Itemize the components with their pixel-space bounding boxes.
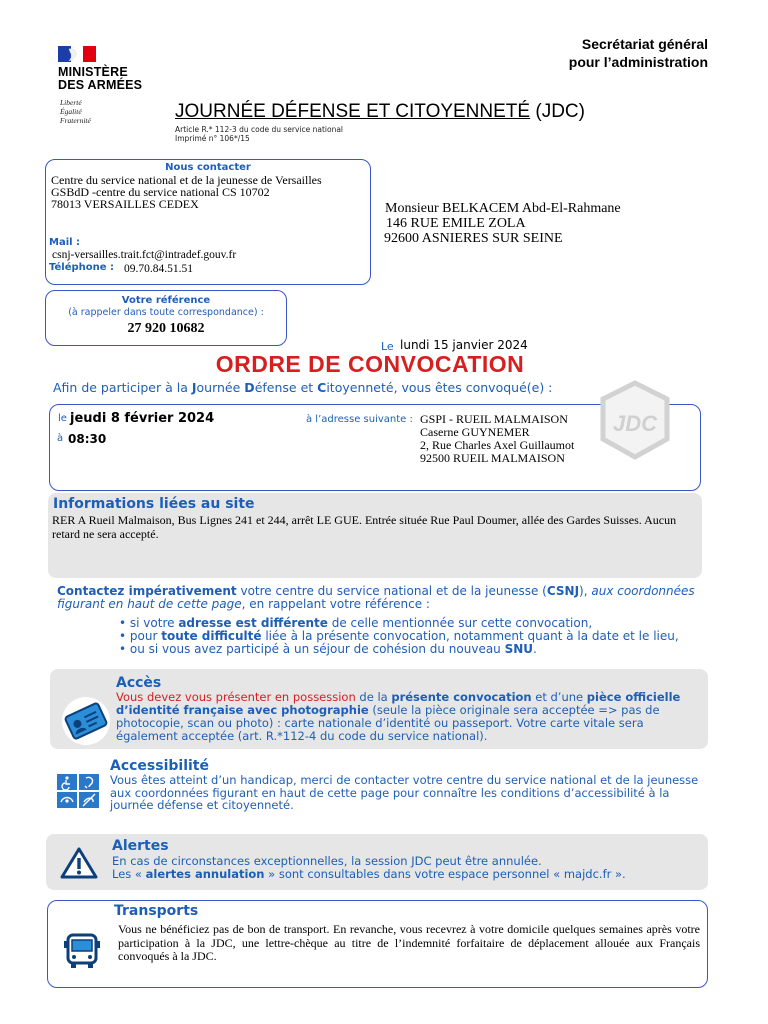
transport-text: Vous ne bénéficiez pas de bon de transport. En revanche, vous recevrez à votre domicile quelques semaines après votre participation à la JDC, une lettre-chèque au titre de l’indemnité forfaitaire de déplacement allouée aux Français convoqués à la JDC. bbox=[118, 922, 700, 963]
intro-text bbox=[53, 380, 552, 395]
motto-line3: Fraternité bbox=[60, 116, 91, 125]
appointment-address-line3: 2, Rue Charles Axel Guillaumot bbox=[420, 438, 575, 452]
contact-address-line2: GSBdD -centre du service national CS 10702 bbox=[51, 185, 270, 199]
secretariat-line1: Secrétariat général bbox=[581, 36, 708, 52]
article-reference bbox=[175, 125, 343, 143]
access-text bbox=[116, 691, 701, 743]
alerts-title: Alertes bbox=[112, 838, 169, 854]
convocation-title: ORDRE DE CONVOCATION bbox=[215, 351, 525, 377]
appointment-date-prefix: le bbox=[58, 413, 67, 424]
secretariat-header bbox=[569, 35, 708, 71]
site-info-panel bbox=[48, 493, 702, 578]
access-text-bold: pièce officielle d’identité française avec photographie bbox=[116, 690, 681, 717]
intro-initial: C bbox=[317, 380, 327, 395]
recipient-city: 92600 ASNIERES SUR SEINE bbox=[384, 231, 563, 246]
intro-initial: D bbox=[244, 380, 255, 395]
mail-label: Mail : bbox=[49, 237, 81, 248]
appointment-address-label: à l’adresse suivante : bbox=[306, 414, 413, 425]
alerts-text-part: Les « bbox=[112, 866, 146, 881]
accessibility-title: Accessibilité bbox=[110, 758, 209, 774]
appointment-address-line4: 92500 RUEIL MALMAISON bbox=[420, 451, 565, 465]
list-item bbox=[119, 643, 679, 656]
letter-date: lundi 15 janvier 2024 bbox=[400, 338, 528, 352]
access-panel bbox=[50, 669, 708, 749]
appointment-date: jeudi 8 février 2024 bbox=[70, 411, 215, 426]
contact-instructions bbox=[57, 585, 697, 611]
intro-part: éfense et bbox=[254, 380, 318, 395]
reference-subtitle: (à rappeler dans toute correspondance) : bbox=[68, 307, 264, 318]
id-card-icon bbox=[58, 693, 114, 749]
access-text-part: de la bbox=[355, 690, 392, 704]
site-info-title: Informations liées au site bbox=[53, 496, 255, 512]
contact-reasons-list bbox=[119, 617, 679, 656]
alerts-text bbox=[112, 855, 626, 880]
appointment-time: 08:30 bbox=[68, 432, 107, 446]
secretariat-line2: pour l’administration bbox=[568, 54, 708, 70]
access-text-part: et d’une bbox=[531, 690, 587, 704]
transport-title: Transports bbox=[114, 903, 199, 919]
motto-line1: Liberté bbox=[60, 98, 82, 107]
alerts-text-bold: alertes annulation bbox=[145, 866, 265, 881]
warning-icon bbox=[60, 846, 98, 880]
ministry-line2: DES ARMÉES bbox=[58, 78, 143, 92]
contact-instructions-bold: Contactez impérativement bbox=[57, 584, 237, 598]
list-item-text: liée à la présente convocation, notamment quant à la date et le lieu, bbox=[261, 629, 679, 643]
appointment-box bbox=[49, 404, 701, 491]
access-text-bold: présente convocation bbox=[391, 690, 532, 704]
alerts-panel bbox=[46, 834, 708, 890]
contact-address bbox=[51, 174, 322, 210]
intro-part: Afin de participer à la bbox=[53, 380, 192, 395]
phone-number[interactable]: 09.70.84.51.51 bbox=[124, 263, 193, 275]
document-title-suffix: (JDC) bbox=[530, 101, 585, 122]
list-item-bold: SNU bbox=[504, 642, 534, 656]
article-line1: Article R.* 112-3 du code du service national bbox=[175, 125, 343, 134]
site-info-text: RER A Rueil Malmaison, Bus Lignes 241 et 244, arrêt LE GUE. Entrée située Rue Paul Doumer, allée des Gardes Suisses. Aucun retard ne sera accepté. bbox=[52, 513, 677, 541]
contact-address-line1: Centre du service national et de la jeunesse de Versailles bbox=[51, 173, 322, 187]
intro-part: ournée bbox=[196, 380, 245, 395]
bus-icon bbox=[62, 931, 102, 971]
motto-line2: Égalité bbox=[60, 107, 82, 116]
list-item-text: • ou si vous avez participé à un séjour de cohésion du nouveau bbox=[119, 642, 505, 656]
list-item-text: • si votre bbox=[119, 616, 179, 630]
contact-instructions-text: ), bbox=[579, 584, 592, 598]
recipient-address bbox=[385, 201, 621, 246]
contact-instructions-italic: aux coordonnées figurant en haut de cette page bbox=[57, 584, 695, 611]
reference-box bbox=[45, 290, 287, 346]
reference-title: Votre référence bbox=[121, 295, 211, 306]
contact-instructions-bold: CSNJ bbox=[546, 584, 580, 598]
contact-title: Nous contacter bbox=[165, 162, 251, 173]
document-title-main: JOURNÉE DÉFENSE ET CITOYENNETÉ bbox=[175, 101, 531, 122]
reference-number: 27 920 10682 bbox=[127, 321, 205, 336]
access-title: Accès bbox=[116, 675, 162, 691]
document-title bbox=[175, 101, 585, 123]
list-item-text: • pour bbox=[119, 629, 162, 643]
jdc-logo-text: JDC bbox=[612, 411, 658, 436]
list-item-text: . bbox=[533, 642, 537, 656]
recipient-name: Monsieur BELKACEM Abd-El-Rahmane bbox=[385, 201, 621, 216]
ministry-name bbox=[58, 66, 142, 92]
intro-initial: J bbox=[191, 380, 197, 395]
appointment-address bbox=[420, 413, 574, 465]
jdc-watermark-logo bbox=[594, 379, 676, 461]
alerts-line2 bbox=[112, 868, 626, 881]
appointment-address-line1: GSPI - RUEIL MALMAISON bbox=[420, 412, 568, 426]
access-warning-text: Vous devez vous présenter en possession bbox=[116, 690, 356, 704]
alerts-text-part: » sont consultables dans votre espace personnel « majdc.fr ». bbox=[264, 866, 626, 881]
letter-date-prefix: Le bbox=[381, 340, 394, 353]
accessibility-icons bbox=[57, 774, 101, 810]
access-text-part: (seule la pièce originale sera acceptée => pas de photocopie, scan ou photo) : carte nationale d’identité ou passeport. Votre carte vitale sera également acceptée (art. R.*112-4 du code du service national). bbox=[116, 703, 660, 743]
contact-box bbox=[45, 159, 371, 285]
contact-address-line3: 78013 VERSAILLES CEDEX bbox=[51, 197, 199, 211]
mail-link[interactable]: csnj-versailles.trait.fct@intradef.gouv.fr bbox=[52, 249, 237, 261]
marianne-flag-icon bbox=[58, 46, 96, 62]
alerts-line1: En cas de circonstances exceptionnelles, la session JDC peut être annulée. bbox=[112, 854, 542, 868]
accessibility-text: Vous êtes atteint d’un handicap, merci de contacter votre centre du service national et de la jeunesse aux coordonnées figurant en haut de cette page pour connaître les conditions d’accessibilité à la journée défense et citoyenneté. bbox=[110, 773, 699, 812]
recipient-street: 146 RUE EMILE ZOLA bbox=[386, 216, 526, 231]
phone-label: Téléphone : bbox=[49, 262, 115, 273]
appointment-time-prefix: à bbox=[57, 433, 64, 444]
list-item-bold: adresse est différente bbox=[178, 616, 328, 630]
list-item-text: de celle mentionnée sur cette convocation, bbox=[327, 616, 593, 630]
ministry-line1: MINISTÈRE bbox=[58, 65, 128, 79]
transport-box bbox=[47, 900, 708, 988]
list-item-bold: toute difficulté bbox=[161, 629, 262, 643]
contact-instructions-text: , en rappelant votre référence : bbox=[241, 597, 430, 611]
appointment-address-line2: Caserne GUYNEMER bbox=[420, 425, 530, 439]
republic-motto bbox=[60, 98, 91, 125]
contact-instructions-text: votre centre du service national et de la jeunesse ( bbox=[236, 584, 547, 598]
intro-part: itoyenneté, vous êtes convoqué(e) : bbox=[326, 380, 553, 395]
article-line2: Imprimé n° 106*/15 bbox=[175, 134, 250, 143]
